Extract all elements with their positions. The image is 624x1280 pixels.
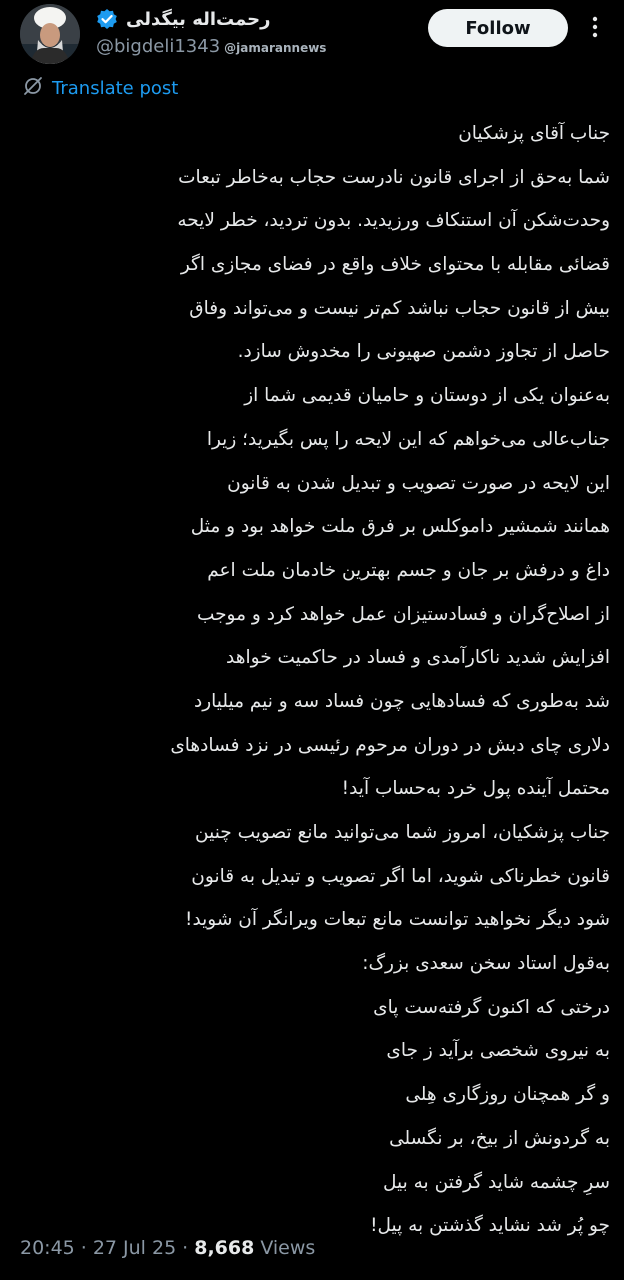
post-line: و گر همچنان روزگاری هِلی bbox=[405, 1084, 610, 1106]
post-meta bbox=[20, 1232, 315, 1264]
more-options-icon[interactable] bbox=[580, 12, 610, 42]
post-line: قضائی مقابله با محتوای خلاف واقع در فضای مجازی اگر bbox=[180, 254, 610, 276]
post-line: به‌عنوان یکی از دوستان و حامیان قدیمی شما از bbox=[244, 385, 610, 407]
author-handle-row bbox=[96, 36, 326, 58]
follow-button[interactable]: Follow bbox=[428, 9, 568, 47]
post-line: شد به‌طوری که فسادهایی چون فساد سه و نیم میلیارد bbox=[193, 690, 610, 712]
post-line: به نیروی شخصی برآید ز جای bbox=[386, 1040, 610, 1062]
post-line: بیش از قانون حجاب نباشد کم‌تر نیست و می‌تواند وفاق bbox=[189, 297, 610, 319]
post-line: داغ و درفش بر جان و جسم بهترین خادمان ملت اعم bbox=[207, 559, 610, 581]
post-line: سرِ چشمه شاید گرفتن به بیل bbox=[383, 1171, 610, 1193]
translate-post-label: Translate post bbox=[52, 77, 179, 99]
post-line: حاصل از تجاوز دشمن صهیونی را مخدوش سازد. bbox=[237, 341, 610, 363]
views-count: 8,668 bbox=[194, 1237, 255, 1259]
post-line: جناب پزشکیان، امروز شما می‌توانید مانع تصویب چنین bbox=[195, 822, 610, 843]
post-line: جناب‌عالی می‌خواهم که این لایحه را پس بگیرید؛ زیرا bbox=[206, 428, 610, 450]
post-line: جناب آقای پزشکیان bbox=[458, 123, 610, 144]
avatar[interactable] bbox=[20, 4, 80, 64]
post-line: همانند شمشیر داموکلس بر فرق ملت خواهد بود و مثل bbox=[190, 516, 610, 538]
tweet-header bbox=[0, 0, 624, 70]
post-date[interactable]: 27 Jul 25 bbox=[92, 1237, 177, 1259]
post-line: دلاری چای دبش در دوران مرحوم رئیسی در نزد فسادهای bbox=[170, 734, 610, 756]
post-line: درختی که اکنون گرفته‌ست پای bbox=[373, 996, 610, 1018]
post-line: به گردونش از بیخ، بر نگسلی bbox=[389, 1127, 610, 1149]
translate-icon bbox=[22, 75, 44, 101]
post-line: افزایش شدید ناکارآمدی و فساد در حاکمیت خواهد bbox=[226, 647, 610, 669]
post-line: این لایحه در صورت تصویب و تبدیل شدن به قانون bbox=[227, 472, 610, 494]
post-line: از اصلاح‌گران و فسادستیزان عمل خواهد کرد و موجب bbox=[196, 603, 610, 625]
post-line: وحدت‌شکن آن استنکاف ورزیدید. بدون تردید، خطر لایحه bbox=[177, 210, 610, 232]
author-name-row bbox=[96, 4, 271, 34]
verified-badge-icon bbox=[96, 8, 118, 30]
post-line: محتمل آینده پول خرد به‌حساب آید! bbox=[341, 778, 610, 800]
post-line: چو پُر شد نشاید گذشتن به پیل! bbox=[370, 1215, 610, 1237]
meta-separator: · bbox=[182, 1237, 189, 1259]
views-label: Views bbox=[260, 1237, 316, 1259]
translate-post-link[interactable] bbox=[22, 74, 178, 102]
meta-separator: · bbox=[80, 1237, 87, 1259]
post-line: قانون خطرناکی شوید، اما اگر تصویب و تبدیل به قانون bbox=[191, 865, 610, 887]
author-display-name[interactable]: رحمت‌اله بیگدلی bbox=[126, 8, 271, 30]
post-text bbox=[24, 112, 610, 1248]
post-line: شما به‌حق از اجرای قانون نادرست حجاب به‌خاطر تبعات bbox=[178, 166, 610, 188]
avatar-image bbox=[20, 4, 80, 64]
author-handle[interactable]: @bigdeli1343 bbox=[96, 36, 221, 57]
post-line: به‌قول استاد سخن سعدی بزرگ: bbox=[362, 953, 610, 975]
post-time[interactable]: 20:45 bbox=[20, 1237, 75, 1259]
post-line: شود دیگر نخواهید توانست مانع تبعات ویرانگر آن شوید! bbox=[185, 909, 610, 931]
affiliate-handle[interactable]: @jamarannews bbox=[224, 41, 327, 55]
